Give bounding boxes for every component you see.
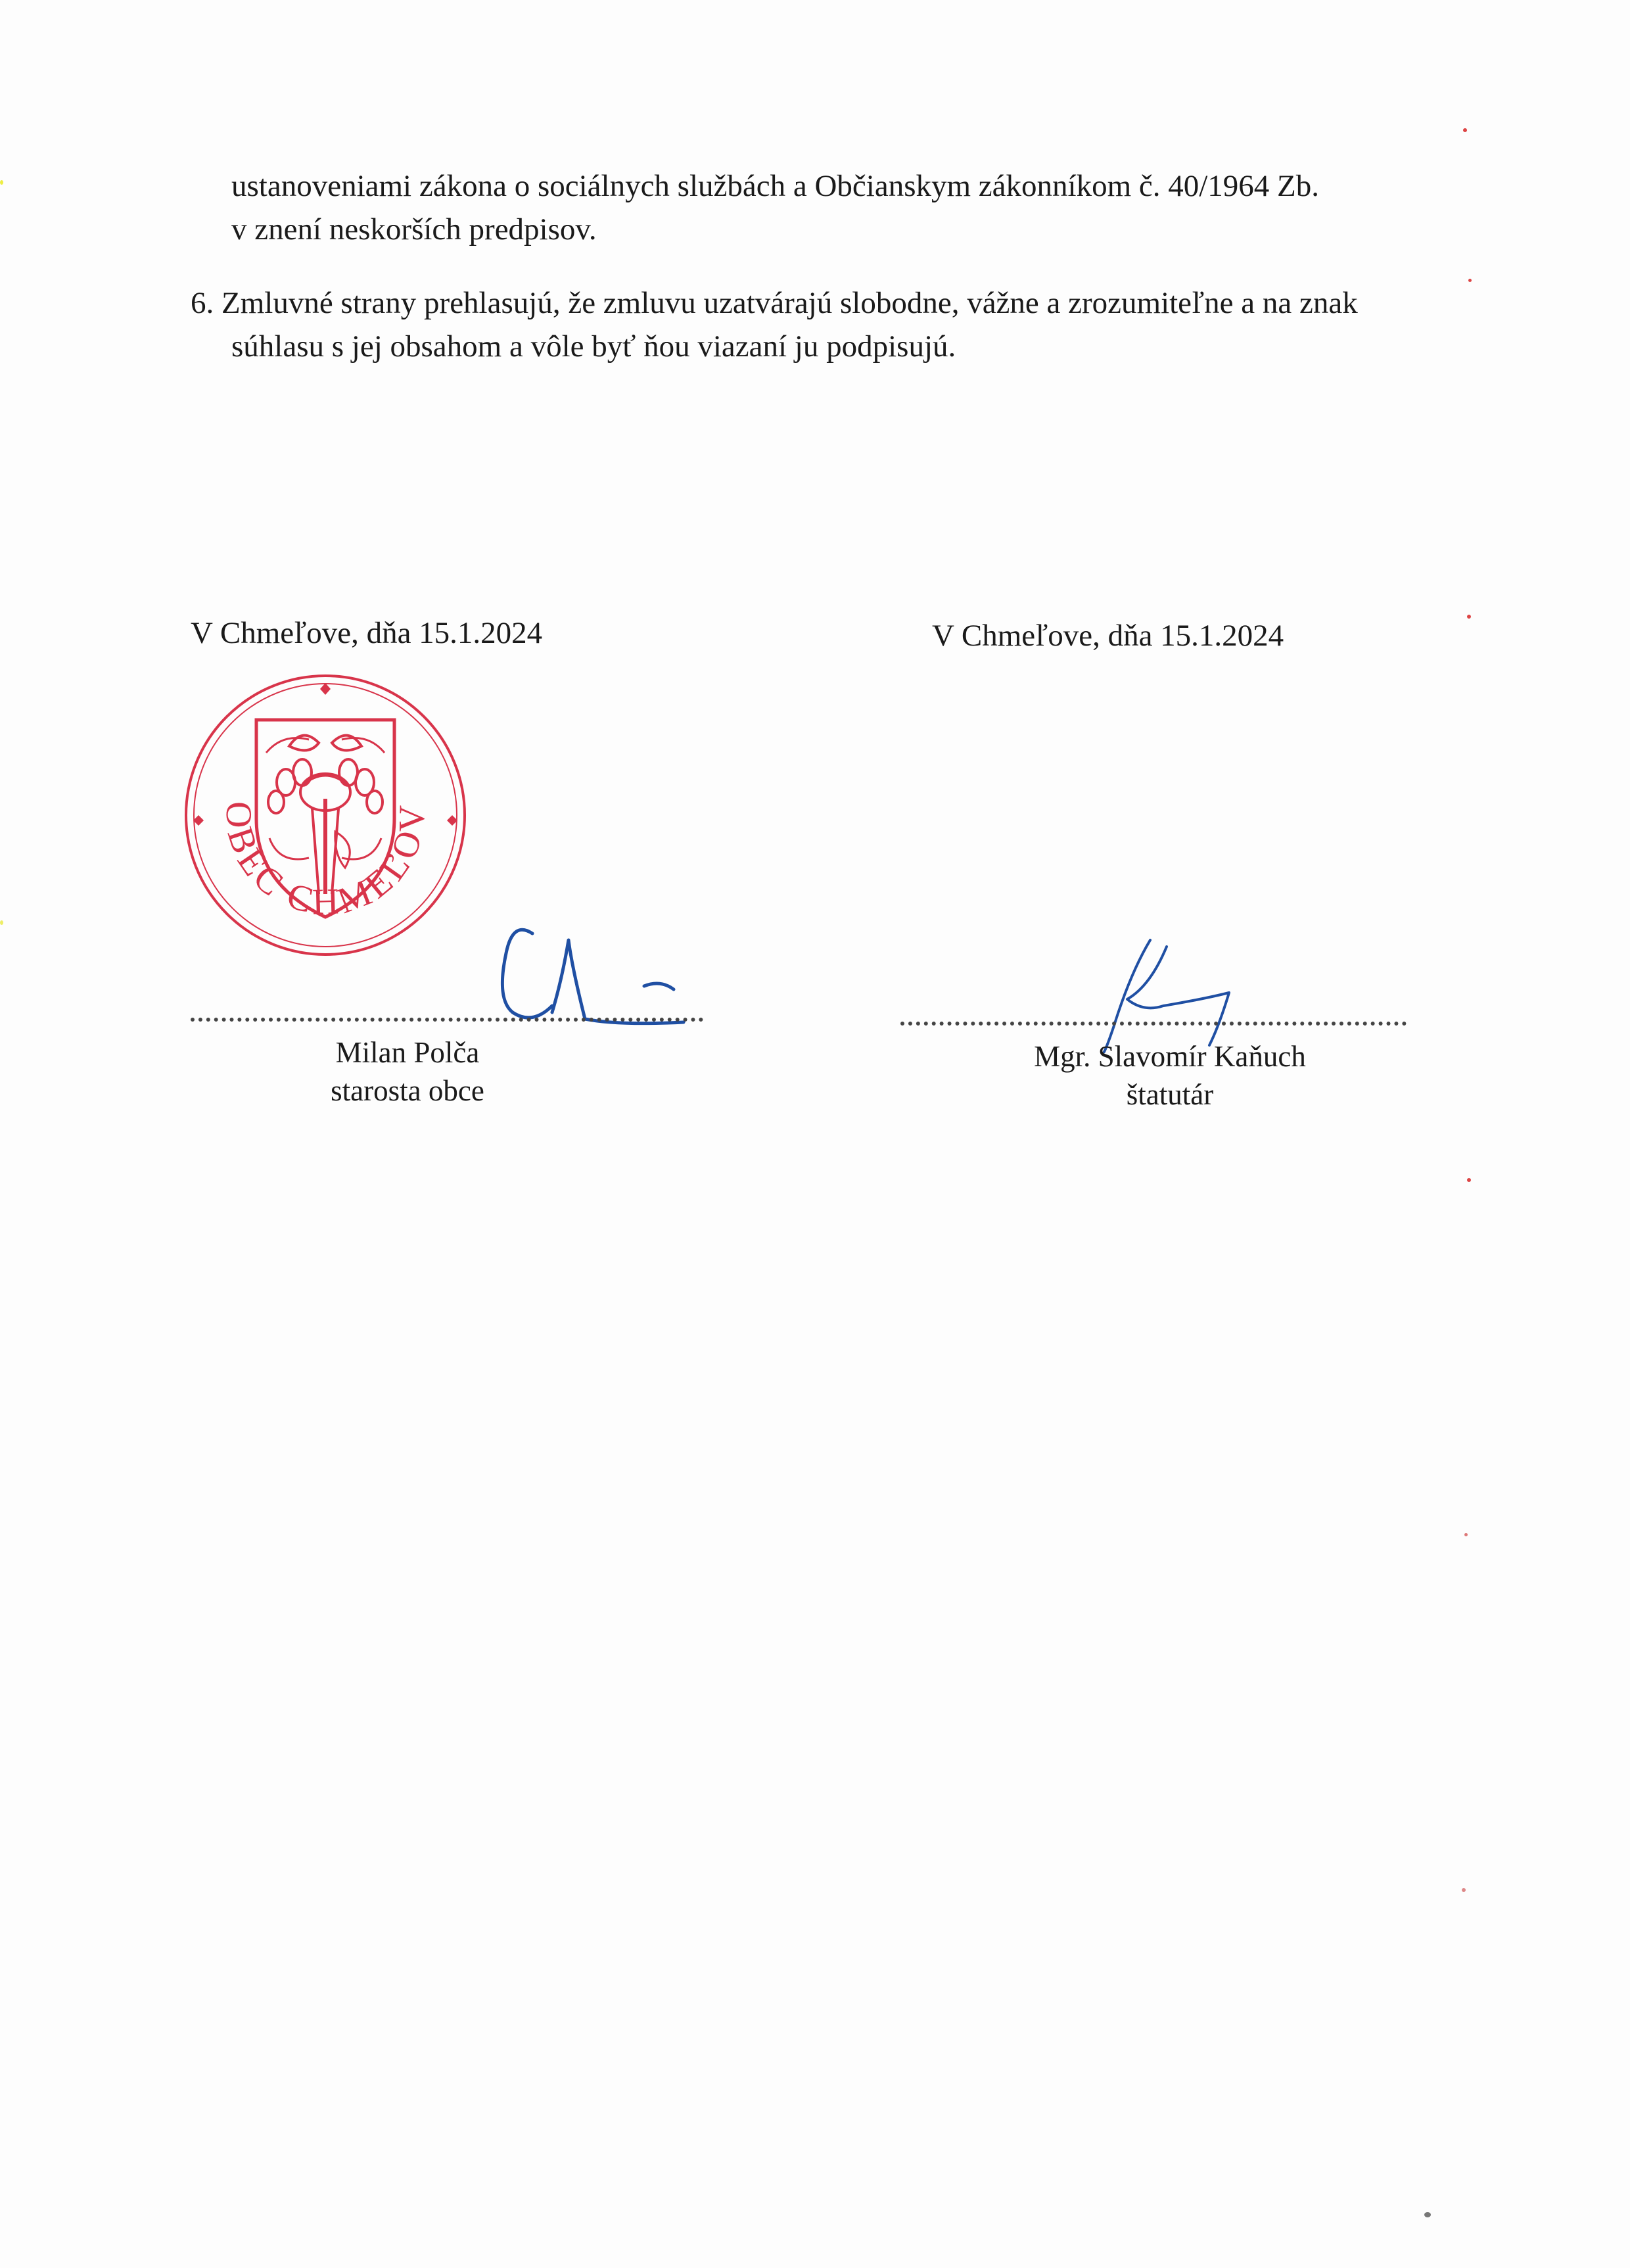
signature-line-left (191, 1018, 703, 1022)
text-line: súhlasu s jej obsahom a vôle byť ňou viazaní ju podpisujú. (231, 329, 956, 364)
clause-5-continuation (231, 164, 1319, 251)
scan-speck (1467, 1178, 1471, 1182)
clause-6 (191, 281, 1358, 368)
stamp-text: OBEC CHMEĽOV (218, 801, 433, 923)
signer-name: Milan Polča (335, 1036, 480, 1069)
scan-speck (1424, 2212, 1431, 2217)
scan-speck (0, 920, 3, 925)
place-date-left: V Chmeľove, dňa 15.1.2024 (191, 616, 543, 650)
scan-speck (1464, 1533, 1468, 1536)
signer-role: štatutár (1126, 1078, 1214, 1111)
municipal-stamp (177, 667, 473, 963)
scan-speck (0, 180, 3, 185)
signer-name: Mgr. Slavomír Kaňuch (1034, 1040, 1306, 1073)
place-date-right: V Chmeľove, dňa 15.1.2024 (932, 619, 1284, 653)
scan-speck (1467, 615, 1471, 619)
scan-speck (1462, 1888, 1466, 1892)
scan-speck (1463, 128, 1467, 132)
signer-right (973, 1037, 1367, 1114)
text-line: 6. Zmluvné strany prehlasujú, že zmluvu uzatvárajú slobodne, vážne a zrozumiteľne a na znak (191, 286, 1358, 320)
scan-speck (1468, 279, 1472, 282)
text-line: ustanoveniami zákona o sociálnych službách a Občianskym zákonníkom č. 40/1964 Zb. (231, 169, 1320, 203)
signer-left (276, 1033, 539, 1110)
signer-role: starosta obce (331, 1074, 484, 1107)
text-line: v znení neskorších predpisov. (231, 212, 597, 247)
signature-line-right (900, 1022, 1407, 1026)
